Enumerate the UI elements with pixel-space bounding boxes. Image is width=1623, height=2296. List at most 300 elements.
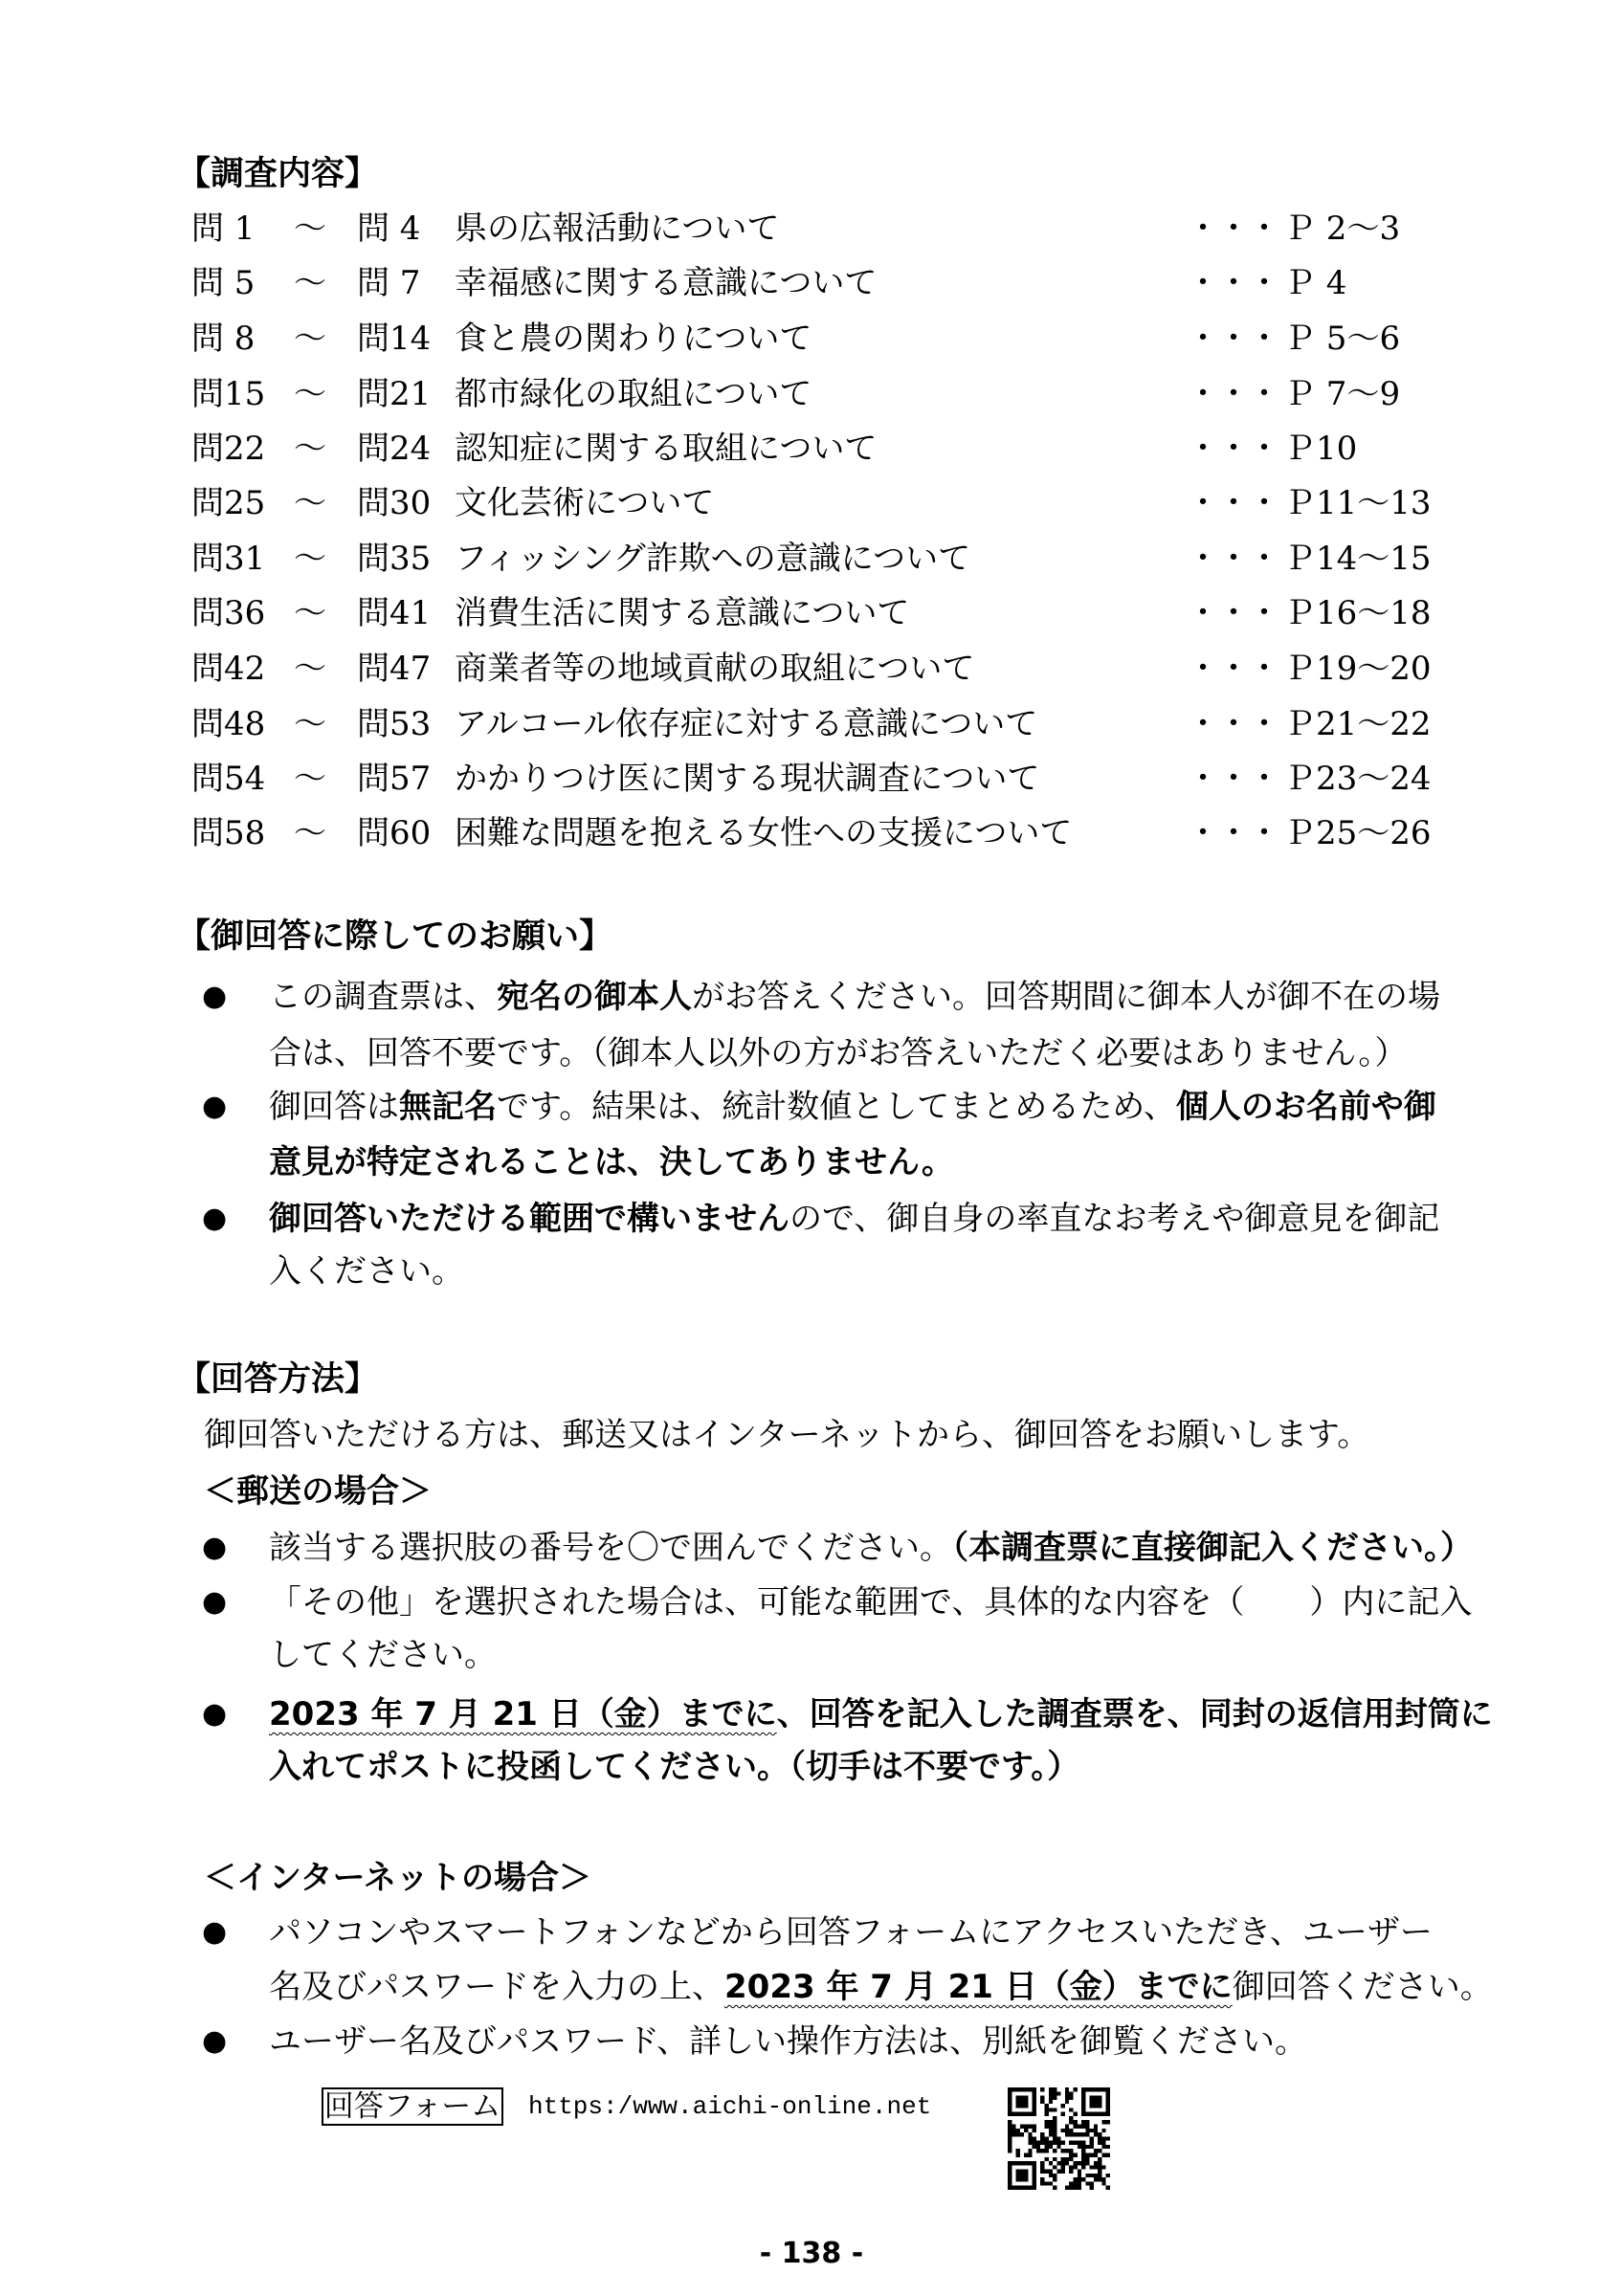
page-ref: Ｐ14～15 xyxy=(1283,540,1432,578)
qr-module xyxy=(1020,2096,1024,2100)
qr-module xyxy=(1098,2136,1101,2140)
contents-row xyxy=(0,814,1623,852)
qr-module xyxy=(1065,2129,1069,2132)
qr-module xyxy=(1016,2087,1020,2091)
qr-module xyxy=(1033,2186,1036,2190)
qr-module xyxy=(1069,2157,1073,2161)
qr-module xyxy=(1053,2132,1056,2136)
qr-module xyxy=(1073,2132,1077,2136)
request-item-1-line-1 xyxy=(269,978,1440,1016)
qr-module xyxy=(1085,2129,1089,2132)
qr-module xyxy=(1090,2145,1094,2149)
page-ref: Ｐ 7～9 xyxy=(1283,375,1401,413)
qr-module xyxy=(1012,2125,1015,2129)
qr-module xyxy=(1020,2100,1024,2104)
bullet-icon: ● xyxy=(202,1697,228,1731)
qr-module xyxy=(1040,2170,1044,2174)
qr-module xyxy=(1040,2165,1044,2169)
internet-item-1-line-2 xyxy=(269,1968,1493,2006)
qr-module xyxy=(1049,2091,1053,2095)
qr-module xyxy=(1049,2129,1053,2132)
qr-module xyxy=(1016,2186,1020,2190)
qr-module xyxy=(1078,2170,1081,2174)
qr-module xyxy=(1008,2125,1012,2129)
question-to: 問57 xyxy=(357,760,432,798)
question-from: 問54 xyxy=(191,760,266,798)
qr-module xyxy=(1049,2096,1053,2100)
qr-module xyxy=(1106,2186,1110,2190)
qr-module xyxy=(1056,2141,1060,2145)
topic: 認知症に関する取組について xyxy=(455,430,878,468)
question-from: 問48 xyxy=(191,705,266,743)
qr-module xyxy=(1090,2129,1094,2132)
qr-module xyxy=(1101,2087,1105,2091)
qr-module xyxy=(1065,2132,1069,2136)
form-url: https:/www.aichi-online.net xyxy=(528,2092,932,2121)
qr-module xyxy=(1033,2129,1036,2132)
qr-module xyxy=(1098,2132,1101,2136)
qr-module xyxy=(1081,2091,1085,2095)
qr-module xyxy=(1049,2108,1053,2111)
bullet-icon: ● xyxy=(202,980,228,1013)
qr-module xyxy=(1061,2149,1065,2152)
qr-module xyxy=(1024,2096,1028,2100)
qr-module xyxy=(1024,2152,1028,2156)
range-separator: ～ xyxy=(294,760,326,798)
qr-module xyxy=(1016,2096,1020,2100)
internet-text: 名及びパスワードを入力の上、 xyxy=(269,1968,724,2006)
qr-module xyxy=(1061,2161,1065,2165)
qr-module xyxy=(1040,2087,1044,2091)
qr-module xyxy=(1049,2145,1053,2149)
qr-module xyxy=(1073,2141,1077,2145)
request-emphasis: 無記名 xyxy=(399,1088,497,1126)
qr-module xyxy=(1008,2165,1012,2169)
qr-module xyxy=(1061,2141,1065,2145)
contents-row xyxy=(0,320,1623,358)
qr-module xyxy=(1069,2129,1073,2132)
qr-module xyxy=(1098,2104,1101,2108)
qr-module xyxy=(1033,2087,1036,2091)
request-text: この調査票は、 xyxy=(269,978,497,1016)
qr-module xyxy=(1008,2104,1012,2108)
qr-module xyxy=(1028,2186,1032,2190)
qr-module xyxy=(1073,2181,1077,2185)
range-separator: ～ xyxy=(294,264,326,302)
qr-module xyxy=(1024,2104,1028,2108)
qr-module xyxy=(1078,2145,1081,2149)
qr-module xyxy=(1028,2152,1032,2156)
qr-module xyxy=(1008,2177,1012,2181)
qr-module xyxy=(1053,2091,1056,2095)
qr-module xyxy=(1028,2112,1032,2116)
leader-dots: ・・・ xyxy=(1187,650,1278,688)
qr-module xyxy=(1045,2145,1049,2149)
qr-module xyxy=(1069,2186,1073,2190)
qr-module xyxy=(1024,2100,1028,2104)
qr-module xyxy=(1020,2170,1024,2174)
range-separator: ～ xyxy=(294,814,326,852)
qr-module xyxy=(1106,2100,1110,2104)
qr-module xyxy=(1024,2129,1028,2132)
qr-module xyxy=(1098,2165,1101,2169)
question-from: 問 1 xyxy=(191,210,256,248)
bullet-icon: ● xyxy=(202,1202,228,1235)
qr-module xyxy=(1040,2161,1044,2165)
qr-module xyxy=(1090,2141,1094,2145)
page-ref: Ｐ23～24 xyxy=(1283,760,1432,798)
qr-module xyxy=(1024,2186,1028,2190)
deadline: 2023 年 7 月 21 日（金）までに xyxy=(724,1968,1233,2006)
question-from: 問25 xyxy=(191,484,266,522)
qr-module xyxy=(1081,2161,1085,2165)
qr-module xyxy=(1101,2181,1105,2185)
qr-module xyxy=(1098,2149,1101,2152)
qr-module xyxy=(1073,2120,1077,2124)
qr-module xyxy=(1016,2100,1020,2104)
qr-module xyxy=(1090,2174,1094,2177)
qr-module xyxy=(1094,2165,1098,2169)
qr-module xyxy=(1106,2104,1110,2108)
question-to: 問60 xyxy=(357,814,432,852)
qr-module xyxy=(1085,2120,1089,2124)
qr-module xyxy=(1053,2136,1056,2140)
topic: 県の広報活動について xyxy=(455,210,780,248)
qr-module xyxy=(1033,2161,1036,2165)
qr-module xyxy=(1033,2165,1036,2169)
qr-module xyxy=(1049,2181,1053,2185)
qr-module xyxy=(1069,2108,1073,2111)
qr-module xyxy=(1033,2091,1036,2095)
qr-module xyxy=(1069,2132,1073,2136)
qr-module xyxy=(1024,2161,1028,2165)
qr-module xyxy=(1090,2136,1094,2140)
qr-module xyxy=(1028,2132,1032,2136)
topic: 文化芸術について xyxy=(455,484,715,522)
qr-module xyxy=(1053,2157,1056,2161)
qr-module xyxy=(1081,2177,1085,2181)
qr-module xyxy=(1028,2149,1032,2152)
qr-module xyxy=(1069,2096,1073,2100)
qr-module xyxy=(1020,2161,1024,2165)
range-separator: ～ xyxy=(294,540,326,578)
qr-module xyxy=(1073,2186,1077,2190)
qr-module xyxy=(1081,2145,1085,2149)
contents-heading: 【調査内容】 xyxy=(177,155,379,193)
qr-module xyxy=(1106,2120,1110,2124)
question-to: 問 7 xyxy=(357,264,421,302)
qr-module xyxy=(1098,2087,1101,2091)
qr-module xyxy=(1049,2161,1053,2165)
range-separator: ～ xyxy=(294,320,326,358)
qr-module xyxy=(1069,2091,1073,2095)
contents-row xyxy=(0,375,1623,413)
qr-module xyxy=(1090,2165,1094,2169)
qr-module xyxy=(1008,2091,1012,2095)
request-text: がお答えください。回答期間に御本人が御不在の場 xyxy=(692,978,1440,1016)
qr-module xyxy=(1098,2157,1101,2161)
leader-dots: ・・・ xyxy=(1187,430,1278,468)
qr-module xyxy=(1053,2120,1056,2124)
qr-module xyxy=(1033,2112,1036,2116)
leader-dots: ・・・ xyxy=(1187,264,1278,302)
qr-module xyxy=(1040,2149,1044,2152)
qr-module xyxy=(1101,2129,1105,2132)
qr-module xyxy=(1098,2141,1101,2145)
qr-module xyxy=(1094,2100,1098,2104)
page-ref: Ｐ21～22 xyxy=(1283,705,1432,743)
qr-module xyxy=(1085,2181,1089,2185)
qr-module xyxy=(1069,2181,1073,2185)
qr-module xyxy=(1078,2186,1081,2190)
page-ref: Ｐ 4 xyxy=(1283,264,1347,302)
qr-module xyxy=(1073,2161,1077,2165)
qr-module xyxy=(1069,2170,1073,2174)
qr-module xyxy=(1094,2177,1098,2181)
qr-module xyxy=(1008,2096,1012,2100)
qr-module xyxy=(1090,2100,1094,2104)
qr-module xyxy=(1033,2096,1036,2100)
question-from: 問 5 xyxy=(191,264,256,302)
topic: 幸福感に関する意識について xyxy=(455,264,878,302)
mail-text: 該当する選択肢の番号を〇で囲んでください。 xyxy=(269,1529,952,1567)
qr-module xyxy=(1081,2096,1085,2100)
qr-module xyxy=(1033,2145,1036,2149)
qr-module xyxy=(1090,2112,1094,2116)
request-text: です。結果は、統計数値としてまとめるため、 xyxy=(497,1088,1176,1126)
qr-module xyxy=(1101,2165,1105,2169)
question-to: 問47 xyxy=(357,650,432,688)
topic: かかりつけ医に関する現状調査について xyxy=(455,760,1040,798)
qr-module xyxy=(1085,2125,1089,2129)
page-ref: Ｐ19～20 xyxy=(1283,650,1432,688)
qr-module xyxy=(1053,2125,1056,2129)
qr-module xyxy=(1016,2174,1020,2177)
topic: 消費生活に関する意識について xyxy=(455,594,910,632)
qr-module xyxy=(1106,2091,1110,2095)
request-text: ので、御自身の率直なお考えや御意見を御記 xyxy=(789,1200,1440,1238)
question-to: 問35 xyxy=(357,540,432,578)
qr-module xyxy=(1094,2096,1098,2100)
qr-module xyxy=(1040,2100,1044,2104)
qr-module xyxy=(1053,2108,1056,2111)
qr-module xyxy=(1098,2177,1101,2181)
qr-module xyxy=(1008,2136,1012,2140)
qr-module xyxy=(1081,2152,1085,2156)
qr-module xyxy=(1106,2145,1110,2149)
qr-module xyxy=(1085,2132,1089,2136)
qr-module xyxy=(1053,2096,1056,2100)
qr-module xyxy=(1033,2136,1036,2140)
qr-module xyxy=(1020,2125,1024,2129)
qr-module xyxy=(1020,2177,1024,2181)
qr-module xyxy=(1056,2161,1060,2165)
qr-module xyxy=(1094,2132,1098,2136)
qr-module xyxy=(1033,2174,1036,2177)
range-separator: ～ xyxy=(294,430,326,468)
contents-row xyxy=(0,264,1623,302)
qr-module xyxy=(1016,2170,1020,2174)
qr-module xyxy=(1094,2149,1098,2152)
question-to: 問41 xyxy=(357,594,432,632)
qr-module xyxy=(1101,2136,1105,2140)
qr-module xyxy=(1090,2181,1094,2185)
topic: アルコール依存症に対する意識について xyxy=(455,705,1038,743)
question-from: 問36 xyxy=(191,594,266,632)
internet-item-1-line-1: パソコンやスマートフォンなどから回答フォームにアクセスいただき、ユーザー xyxy=(269,1913,1433,1952)
qr-module xyxy=(1008,2120,1012,2124)
qr-module xyxy=(1085,2161,1089,2165)
page-number: - 138 - xyxy=(759,2237,864,2270)
qr-module xyxy=(1101,2141,1105,2145)
qr-module xyxy=(1098,2161,1101,2165)
qr-module xyxy=(1053,2186,1056,2190)
qr-module xyxy=(1028,2087,1032,2091)
range-separator: ～ xyxy=(294,594,326,632)
qr-module xyxy=(1024,2112,1028,2116)
qr-module xyxy=(1045,2104,1049,2108)
qr-module xyxy=(1094,2161,1098,2165)
qr-module xyxy=(1065,2100,1069,2104)
qr-module xyxy=(1061,2112,1065,2116)
qr-module xyxy=(1094,2152,1098,2156)
qr-module xyxy=(1090,2096,1094,2100)
qr-module xyxy=(1008,2161,1012,2165)
qr-module xyxy=(1033,2104,1036,2108)
qr-module xyxy=(1033,2125,1036,2129)
qr-module xyxy=(1024,2125,1028,2129)
qr-module xyxy=(1073,2125,1077,2129)
qr-module xyxy=(1053,2116,1056,2120)
qr-module xyxy=(1106,2087,1110,2091)
question-to: 問21 xyxy=(357,375,432,413)
qr-module xyxy=(1081,2108,1085,2111)
question-to: 問14 xyxy=(357,320,432,358)
qr-module xyxy=(1033,2170,1036,2174)
request-item-3-line-1 xyxy=(269,1200,1439,1238)
qr-module xyxy=(1049,2125,1053,2129)
qr-module xyxy=(1049,2141,1053,2145)
qr-module xyxy=(1061,2165,1065,2169)
contents-row xyxy=(0,430,1623,468)
qr-module xyxy=(1106,2096,1110,2100)
qr-module xyxy=(1045,2125,1049,2129)
qr-module xyxy=(1012,2161,1015,2165)
topic: 都市緑化の取組について xyxy=(455,375,812,413)
qr-module xyxy=(1008,2145,1012,2149)
qr-module xyxy=(1045,2170,1049,2174)
qr-module xyxy=(1101,2177,1105,2181)
qr-module xyxy=(1024,2174,1028,2177)
requests-heading: 【御回答に際してのお願い】 xyxy=(177,917,613,956)
qr-code xyxy=(1008,2087,1110,2190)
qr-module xyxy=(1078,2132,1081,2136)
qr-module xyxy=(1085,2174,1089,2177)
qr-module xyxy=(1069,2116,1073,2120)
qr-module xyxy=(1016,2152,1020,2156)
qr-module xyxy=(1106,2136,1110,2140)
method-heading: 【回答方法】 xyxy=(177,1360,379,1399)
qr-module xyxy=(1020,2186,1024,2190)
method-intro: 御回答いただける方は、郵送又はインターネットから、御回答をお願いします。 xyxy=(204,1416,1370,1454)
qr-module xyxy=(1090,2186,1094,2190)
qr-module xyxy=(1073,2177,1077,2181)
qr-module xyxy=(1081,2157,1085,2161)
qr-module xyxy=(1036,2141,1040,2145)
bullet-icon: ● xyxy=(202,1531,228,1564)
qr-module xyxy=(1036,2149,1040,2152)
qr-module xyxy=(1016,2132,1020,2136)
contents-row xyxy=(0,484,1623,522)
mail-emphasis: （本調査票に直接御記入ください。） xyxy=(952,1529,1473,1567)
qr-module xyxy=(1028,2125,1032,2129)
contents-row xyxy=(0,594,1623,632)
contents-row xyxy=(0,540,1623,578)
mail-item-2-line-1: 「その他」を選択された場合は、可能な範囲で、具体的な内容を（ ）内に記入 xyxy=(269,1583,1473,1622)
question-to: 問24 xyxy=(357,430,432,468)
request-item-3-line-2: 入ください。 xyxy=(269,1252,464,1291)
qr-module xyxy=(1016,2112,1020,2116)
qr-module xyxy=(1094,2087,1098,2091)
qr-module xyxy=(1069,2141,1073,2145)
internet-item-2: ユーザー名及びパスワード、詳しい操作方法は、別紙を御覧ください。 xyxy=(269,2022,1307,2061)
page-ref: Ｐ 5～6 xyxy=(1283,320,1401,358)
qr-module xyxy=(1073,2087,1077,2091)
qr-module xyxy=(1008,2100,1012,2104)
leader-dots: ・・・ xyxy=(1187,320,1278,358)
qr-module xyxy=(1081,2165,1085,2169)
qr-module xyxy=(1065,2186,1069,2190)
qr-module xyxy=(1033,2100,1036,2104)
qr-module xyxy=(1028,2136,1032,2140)
topic: 食と農の関わりについて xyxy=(455,320,812,358)
question-from: 問42 xyxy=(191,650,266,688)
request-emphasis: 御回答いただける範囲で構いません xyxy=(269,1200,789,1238)
qr-module xyxy=(1016,2177,1020,2181)
qr-module xyxy=(1085,2087,1089,2091)
qr-module xyxy=(1012,2132,1015,2136)
qr-module xyxy=(1016,2161,1020,2165)
qr-module xyxy=(1008,2186,1012,2190)
qr-module xyxy=(1008,2112,1012,2116)
leader-dots: ・・・ xyxy=(1187,375,1278,413)
qr-module xyxy=(1049,2087,1053,2091)
range-separator: ～ xyxy=(294,375,326,413)
request-item-1-line-2: 合は、回答不要です。（御本人以外の方がお答えいただく必要はありません。） xyxy=(269,1034,1408,1072)
qr-module xyxy=(1073,2152,1077,2156)
qr-module xyxy=(1081,2125,1085,2129)
qr-module xyxy=(1024,2177,1028,2181)
qr-module xyxy=(1078,2177,1081,2181)
range-separator: ～ xyxy=(294,705,326,743)
bullet-icon: ● xyxy=(202,1090,228,1123)
qr-module xyxy=(1033,2108,1036,2111)
request-item-2-line-1 xyxy=(269,1088,1436,1126)
qr-module xyxy=(1045,2136,1049,2140)
qr-module xyxy=(1016,2129,1020,2132)
qr-module xyxy=(1053,2174,1056,2177)
page-ref: Ｐ 2～3 xyxy=(1283,210,1401,248)
qr-module xyxy=(1061,2104,1065,2108)
qr-module xyxy=(1012,2129,1015,2132)
qr-module xyxy=(1073,2112,1077,2116)
qr-module xyxy=(1020,2132,1024,2136)
qr-module xyxy=(1045,2120,1049,2124)
question-from: 問31 xyxy=(191,540,266,578)
qr-module xyxy=(1053,2129,1056,2132)
qr-module xyxy=(1094,2174,1098,2177)
question-to: 問53 xyxy=(357,705,432,743)
